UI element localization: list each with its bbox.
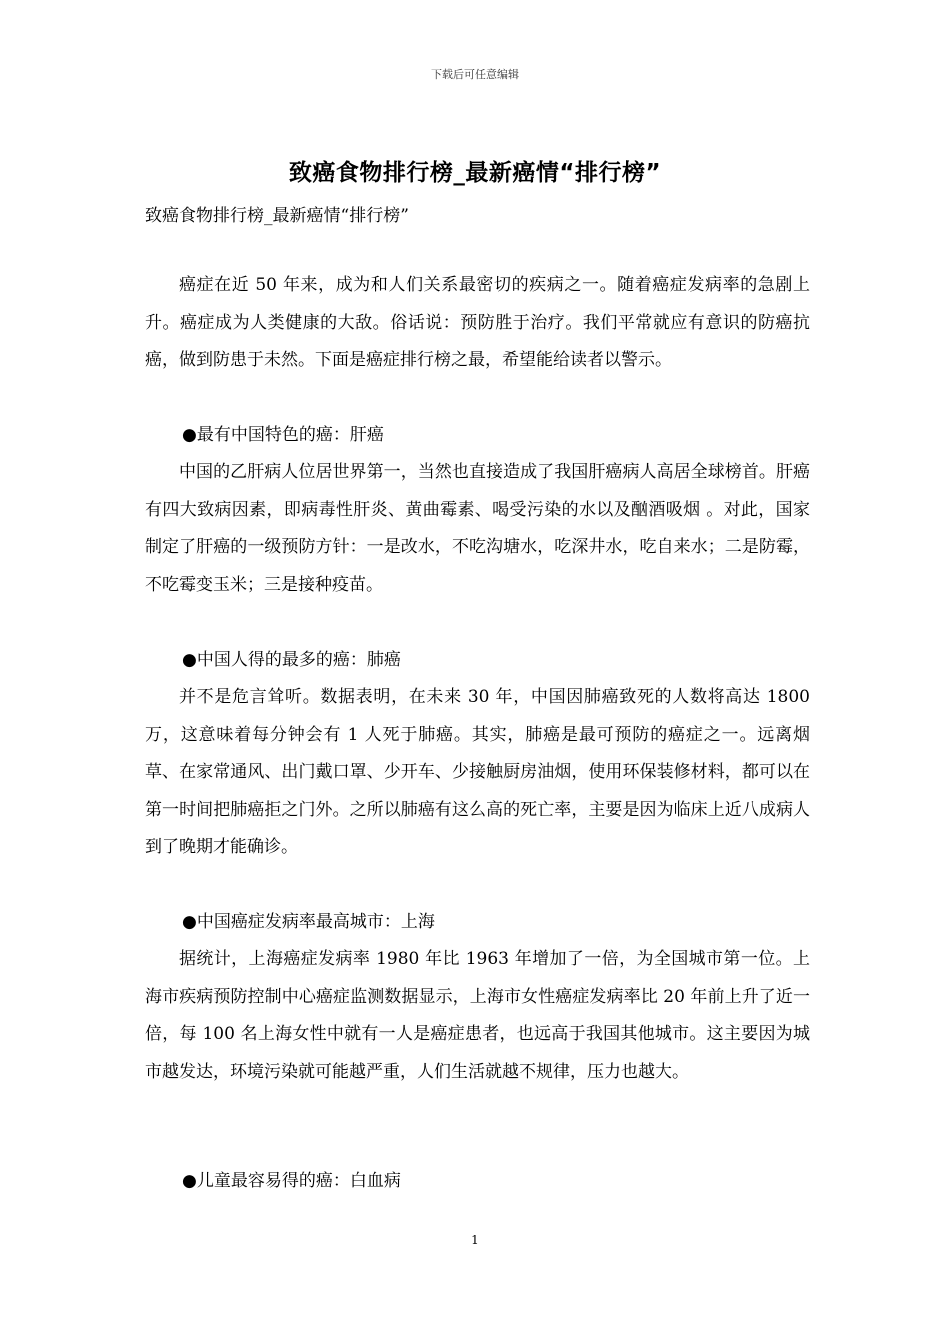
- section-text: 中国的乙肝病人位居世界第一，当然也直接造成了我国肝癌病人高居全球榜首。肝癌有四大致病因素，即病毒性肝炎、黄曲霉素、喝受污染的水以及酗酒吸烟 。对此，国家制定了肝癌的一级预防方针：一是改水，不吃沟塘水，吃深井水，吃自来水；二是防霉，不吃霉变玉米；三是接种疫苗。: [145, 462, 810, 595]
- section-text: 据统计，上海癌症发病率 1980 年比 1963 年增加了一倍，为全国城市第一位。上海市疾病预防控制中心癌症监测数据显示，上海市女性癌症发病率比 20 年前上升了近一倍，每 100 名上海女性中就有一人是癌症患者，也远高于我国其他城市。这主要因为城市越发达，环境污染就可能越严重，人们生活就越不规律，压力也越大。: [145, 949, 810, 1082]
- section-heading-liver-cancer: ●最有中国特色的癌：肝癌: [182, 425, 384, 445]
- intro-text: 癌症在近 50 年来，成为和人们关系最密切的疾病之一。随着癌症发病率的急剧上升。癌症成为人类健康的大敌。俗话说：预防胜于治疗。我们平常就应有意识的防癌抗癌，做到防患于未然。下面是癌症排行榜之最，希望能给读者以警示。: [145, 275, 810, 370]
- section-text: 并不是危言耸听。数据表明，在未来 30 年，中国因肺癌致死的人数将高达 1800 万，这意味着每分钟会有 1 人死于肺癌。其实，肺癌是最可预防的癌症之一。远离烟草、在家常通风、出门戴口罩、少开车、少接触厨房油烟，使用环保装修材料，都可以在第一时间把肺癌拒之门外。之所以肺癌有这么高的死亡率，主要是因为临床上近八成病人到了晚期才能确诊。: [145, 687, 810, 857]
- page-title: 致癌食物排行榜_最新癌情“排行榜”: [288, 160, 662, 186]
- section-body-lung-cancer: [145, 679, 810, 867]
- page-number: 1: [471, 1233, 479, 1247]
- intro-paragraph: [145, 267, 810, 380]
- section-heading-lung-cancer: ●中国人得的最多的癌：肺癌: [182, 650, 401, 670]
- page-subtitle: 致癌食物排行榜_最新癌情“排行榜”: [145, 206, 409, 226]
- section-heading-leukemia: ●儿童最容易得的癌：白血病: [182, 1171, 401, 1191]
- section-body-liver-cancer: [145, 454, 810, 604]
- header-note: 下载后可任意编辑: [431, 68, 519, 81]
- section-body-shanghai: [145, 941, 810, 1091]
- section-heading-shanghai: ●中国癌症发病率最高城市：上海: [182, 912, 435, 932]
